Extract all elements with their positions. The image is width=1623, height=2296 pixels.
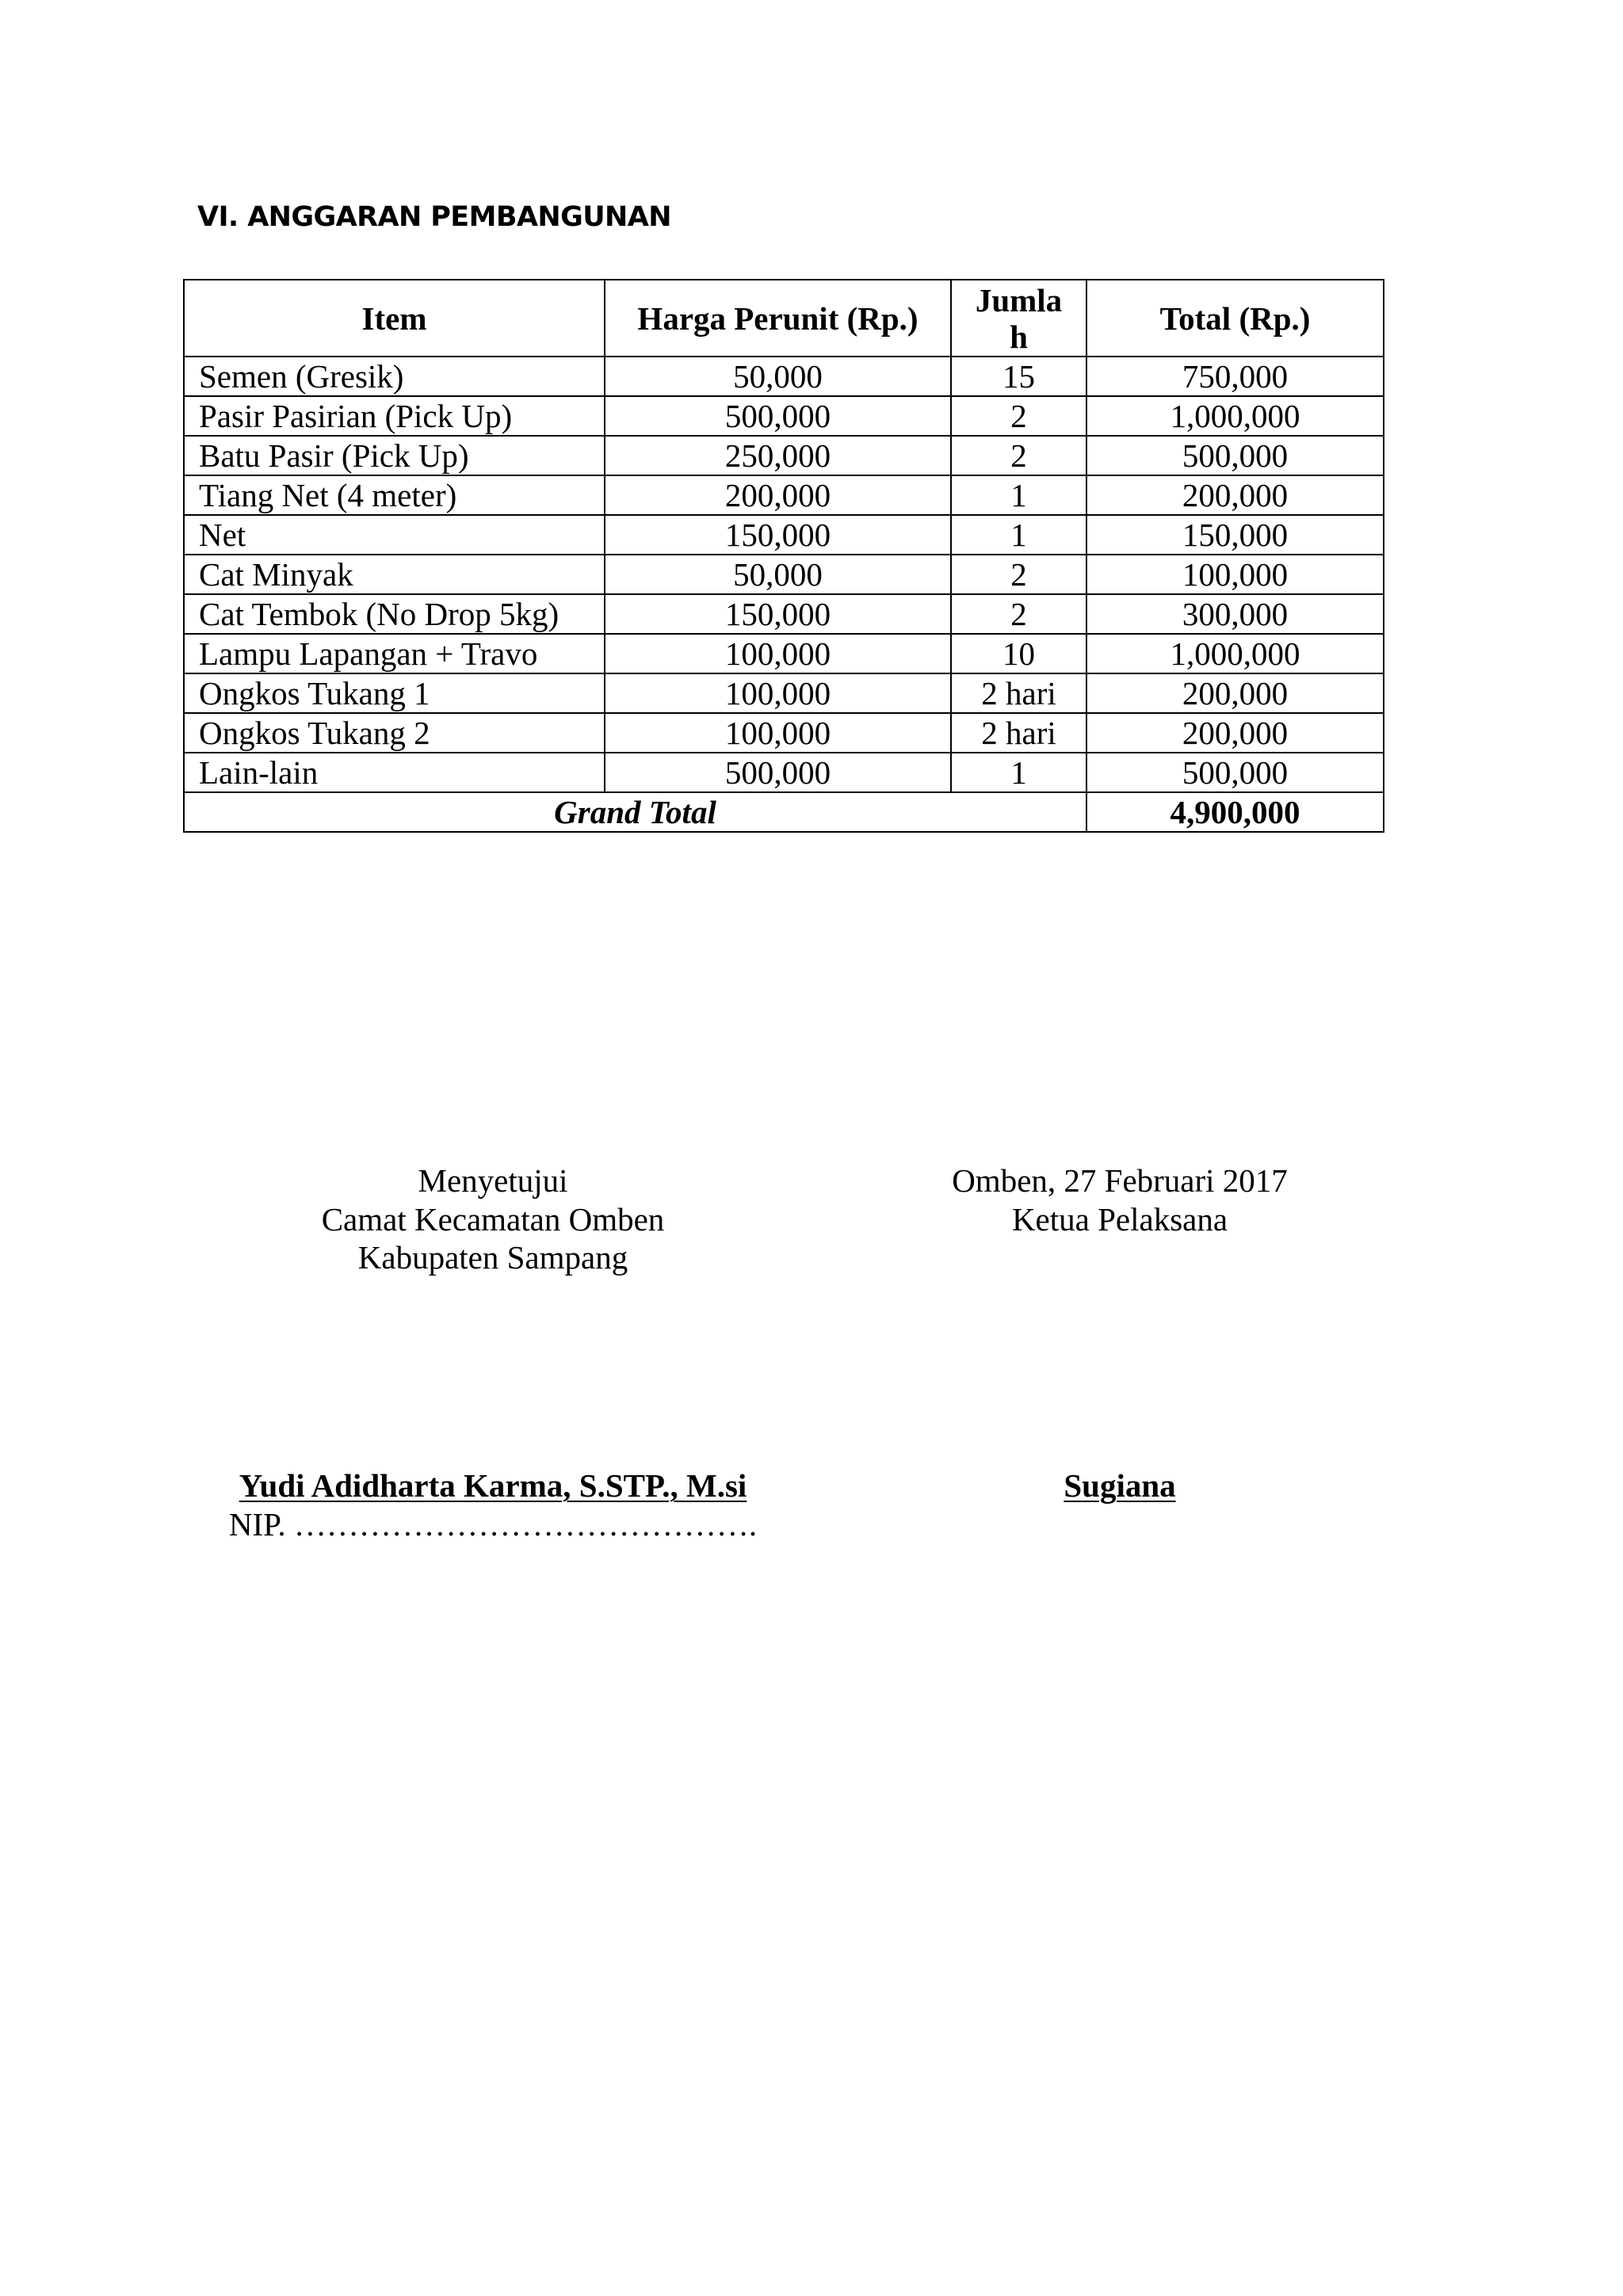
cell-unit-price: 100,000 bbox=[605, 713, 951, 753]
approver-nip: NIP. ……………………………………. bbox=[228, 1506, 758, 1543]
cell-quantity: 2 bbox=[951, 436, 1086, 475]
header-quantity bbox=[951, 280, 1086, 357]
approver-signature bbox=[176, 1466, 810, 1544]
header-quantity-label: Jumlah bbox=[975, 281, 1063, 355]
cell-item: Pasir Pasirian (Pick Up) bbox=[184, 396, 605, 436]
cell-total: 1,000,000 bbox=[1086, 396, 1384, 436]
budget-table bbox=[183, 279, 1384, 833]
cell-quantity: 10 bbox=[951, 634, 1086, 673]
cell-unit-price: 200,000 bbox=[605, 475, 951, 515]
table-row bbox=[184, 594, 1384, 634]
table-footer bbox=[184, 792, 1384, 832]
table-row bbox=[184, 555, 1384, 594]
cell-item: Cat Minyak bbox=[184, 555, 605, 594]
cell-quantity: 2 hari bbox=[951, 713, 1086, 753]
grand-total-value: 4,900,000 bbox=[1086, 792, 1384, 832]
cell-quantity: 2 bbox=[951, 594, 1086, 634]
header-item: Item bbox=[184, 280, 605, 357]
cell-quantity: 1 bbox=[951, 753, 1086, 792]
table-row bbox=[184, 673, 1384, 713]
cell-quantity: 1 bbox=[951, 515, 1086, 555]
cell-total: 1,000,000 bbox=[1086, 634, 1384, 673]
executor-title: Ketua Pelaksana bbox=[1011, 1200, 1228, 1238]
approval-line-3: Kabupaten Sampang bbox=[357, 1239, 628, 1276]
cell-item: Semen (Gresik) bbox=[184, 357, 605, 396]
cell-unit-price: 150,000 bbox=[605, 594, 951, 634]
table-row bbox=[184, 515, 1384, 555]
approval-block bbox=[176, 1161, 810, 1277]
cell-total: 500,000 bbox=[1086, 753, 1384, 792]
table-row bbox=[184, 357, 1384, 396]
cell-total: 100,000 bbox=[1086, 555, 1384, 594]
cell-quantity: 15 bbox=[951, 357, 1086, 396]
header-total: Total (Rp.) bbox=[1086, 280, 1384, 357]
cell-item: Tiang Net (4 meter) bbox=[184, 475, 605, 515]
table-row bbox=[184, 396, 1384, 436]
approval-line-2: Camat Kecamatan Omben bbox=[321, 1200, 665, 1238]
approval-line-1: Menyetujui bbox=[418, 1162, 568, 1199]
table-row bbox=[184, 713, 1384, 753]
executor-name: Sugiana bbox=[1064, 1467, 1176, 1504]
cell-unit-price: 250,000 bbox=[605, 436, 951, 475]
place-date: Omben, 27 Februari 2017 bbox=[952, 1162, 1288, 1199]
cell-item: Lain-lain bbox=[184, 753, 605, 792]
cell-quantity: 2 bbox=[951, 396, 1086, 436]
cell-unit-price: 50,000 bbox=[605, 555, 951, 594]
cell-total: 200,000 bbox=[1086, 673, 1384, 713]
cell-unit-price: 100,000 bbox=[605, 634, 951, 673]
cell-item: Cat Tembok (No Drop 5kg) bbox=[184, 594, 605, 634]
cell-item: Ongkos Tukang 1 bbox=[184, 673, 605, 713]
cell-unit-price: 500,000 bbox=[605, 753, 951, 792]
cell-total: 300,000 bbox=[1086, 594, 1384, 634]
cell-item: Lampu Lapangan + Travo bbox=[184, 634, 605, 673]
cell-total: 200,000 bbox=[1086, 713, 1384, 753]
cell-unit-price: 500,000 bbox=[605, 396, 951, 436]
approver-name: Yudi Adidharta Karma, S.STP., M.si bbox=[239, 1467, 747, 1504]
cell-item: Ongkos Tukang 2 bbox=[184, 713, 605, 753]
table-row bbox=[184, 753, 1384, 792]
table-row bbox=[184, 436, 1384, 475]
table-row bbox=[184, 475, 1384, 515]
cell-total: 500,000 bbox=[1086, 436, 1384, 475]
cell-item: Batu Pasir (Pick Up) bbox=[184, 436, 605, 475]
table-header bbox=[184, 280, 1384, 357]
cell-total: 750,000 bbox=[1086, 357, 1384, 396]
executor-signature bbox=[803, 1466, 1437, 1505]
cell-item: Net bbox=[184, 515, 605, 555]
cell-quantity: 2 bbox=[951, 555, 1086, 594]
section-heading: VI. ANGGARAN PEMBANGUNAN bbox=[197, 201, 671, 233]
table-row bbox=[184, 634, 1384, 673]
cell-total: 150,000 bbox=[1086, 515, 1384, 555]
header-row bbox=[184, 280, 1384, 357]
grand-total-row bbox=[184, 792, 1384, 832]
cell-unit-price: 100,000 bbox=[605, 673, 951, 713]
cell-quantity: 1 bbox=[951, 475, 1086, 515]
cell-unit-price: 150,000 bbox=[605, 515, 951, 555]
executor-block bbox=[803, 1161, 1437, 1238]
cell-unit-price: 50,000 bbox=[605, 357, 951, 396]
table-body bbox=[184, 357, 1384, 792]
header-unit-price: Harga Perunit (Rp.) bbox=[605, 280, 951, 357]
grand-total-label: Grand Total bbox=[184, 792, 1086, 832]
cell-total: 200,000 bbox=[1086, 475, 1384, 515]
cell-quantity: 2 hari bbox=[951, 673, 1086, 713]
